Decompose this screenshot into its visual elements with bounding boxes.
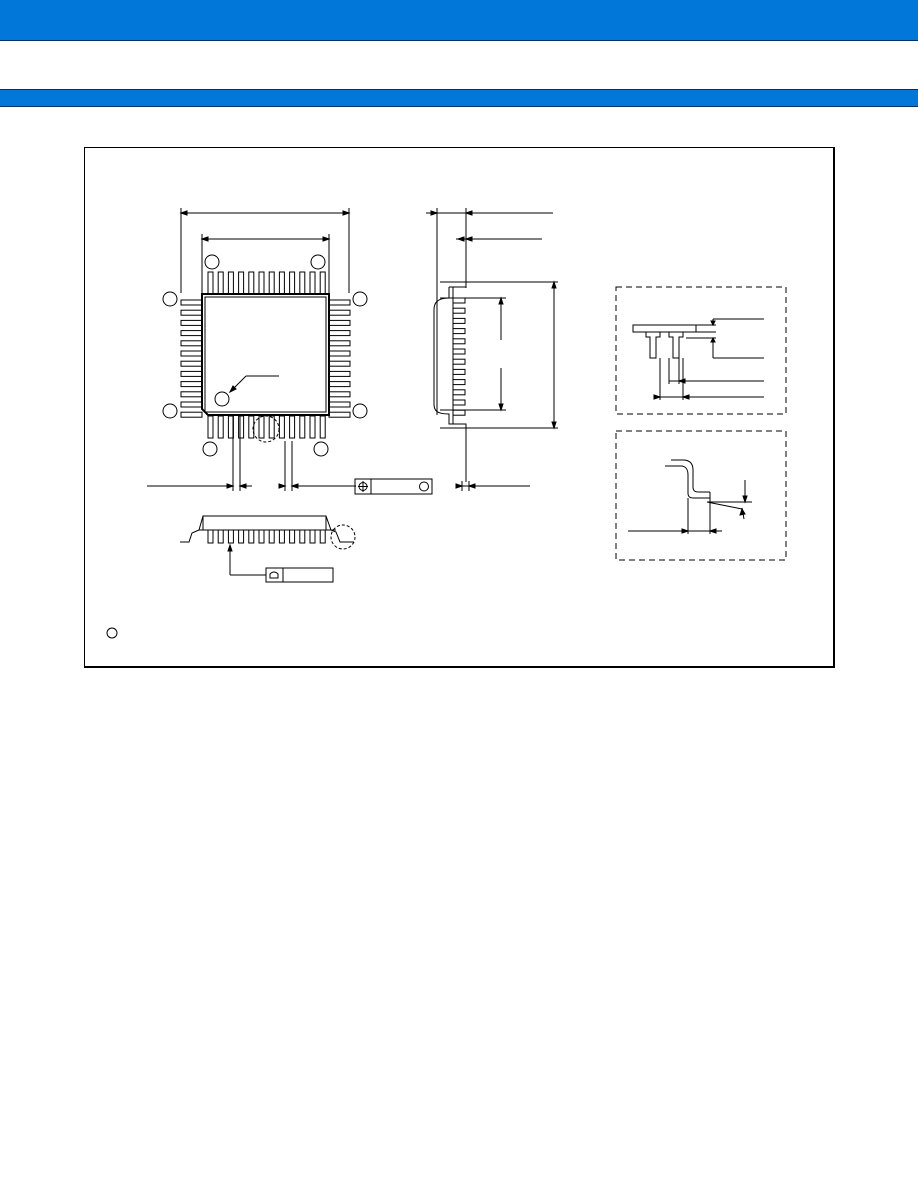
pin <box>329 361 350 366</box>
pin <box>329 402 350 407</box>
pin <box>181 392 202 397</box>
pin <box>453 339 465 344</box>
pin <box>279 272 284 294</box>
pin <box>269 272 274 294</box>
side-view <box>426 208 558 491</box>
pin <box>300 530 305 543</box>
pin <box>453 318 465 323</box>
callout-circle <box>311 255 325 269</box>
pin <box>208 272 213 294</box>
callout-circle <box>163 292 177 306</box>
pin <box>453 380 465 385</box>
callout-circle <box>203 442 217 456</box>
pin <box>239 272 244 294</box>
pin <box>269 416 274 438</box>
legend-callout-circle <box>107 628 117 638</box>
pin <box>329 412 350 417</box>
detail-callout-circle <box>331 525 355 549</box>
pin <box>290 272 295 294</box>
pin <box>329 310 350 315</box>
pin <box>310 272 315 294</box>
position-tolerance-frame <box>355 479 432 494</box>
pin <box>329 382 350 387</box>
pin <box>329 371 350 376</box>
pin <box>181 351 202 356</box>
pin <box>181 382 202 387</box>
pin <box>279 530 284 543</box>
callout-circle <box>205 255 219 269</box>
pin <box>181 402 202 407</box>
pin <box>181 310 202 315</box>
callout-circle <box>314 442 328 456</box>
pin <box>181 361 202 366</box>
pin <box>218 416 223 438</box>
pin <box>329 392 350 397</box>
pin <box>228 530 233 543</box>
pin <box>329 331 350 336</box>
pin <box>320 416 325 438</box>
pin <box>259 272 264 294</box>
pin <box>181 320 202 325</box>
pin <box>329 351 350 356</box>
top-pins <box>208 272 325 294</box>
pin <box>453 329 465 334</box>
pin <box>181 341 202 346</box>
pin <box>453 410 465 415</box>
pin <box>228 272 233 294</box>
detail-callout-circle <box>253 416 279 442</box>
detail-lead-bend <box>616 431 786 560</box>
pin <box>453 390 465 395</box>
pin <box>181 331 202 336</box>
pin <box>320 272 325 294</box>
pin <box>453 359 465 364</box>
pin <box>181 300 202 305</box>
pin <box>453 308 465 313</box>
flatness-tolerance-frame <box>266 568 333 582</box>
pin <box>249 272 254 294</box>
callout-circle <box>163 404 177 418</box>
pin <box>453 349 465 354</box>
side-pins <box>453 298 465 415</box>
pin <box>290 416 295 438</box>
right-pins <box>329 300 350 417</box>
pin <box>218 272 223 294</box>
left-pins <box>181 300 202 417</box>
pin <box>269 530 274 543</box>
pin <box>181 412 202 417</box>
pin <box>259 530 264 543</box>
pin <box>300 416 305 438</box>
pin <box>453 298 465 303</box>
pin <box>208 416 213 438</box>
front-view <box>180 516 355 582</box>
pin <box>329 300 350 305</box>
pin <box>329 320 350 325</box>
pin <box>329 341 350 346</box>
callout-circle <box>353 292 367 306</box>
pin <box>249 530 254 543</box>
pin <box>181 371 202 376</box>
pin <box>310 416 315 438</box>
pin <box>208 530 213 543</box>
pin <box>453 400 465 405</box>
pin <box>310 530 315 543</box>
front-pins <box>208 530 325 543</box>
top-view <box>147 208 432 494</box>
pin <box>290 530 295 543</box>
package-body <box>202 294 329 415</box>
detail-lead-pitch <box>616 287 786 414</box>
pin <box>279 416 284 438</box>
pin <box>239 530 244 543</box>
pin <box>320 530 325 543</box>
callout-circle <box>353 404 367 418</box>
bottom-pins <box>208 416 325 438</box>
pin <box>453 369 465 374</box>
pin <box>259 416 264 438</box>
pin <box>239 416 244 438</box>
pin <box>218 530 223 543</box>
pin <box>300 272 305 294</box>
